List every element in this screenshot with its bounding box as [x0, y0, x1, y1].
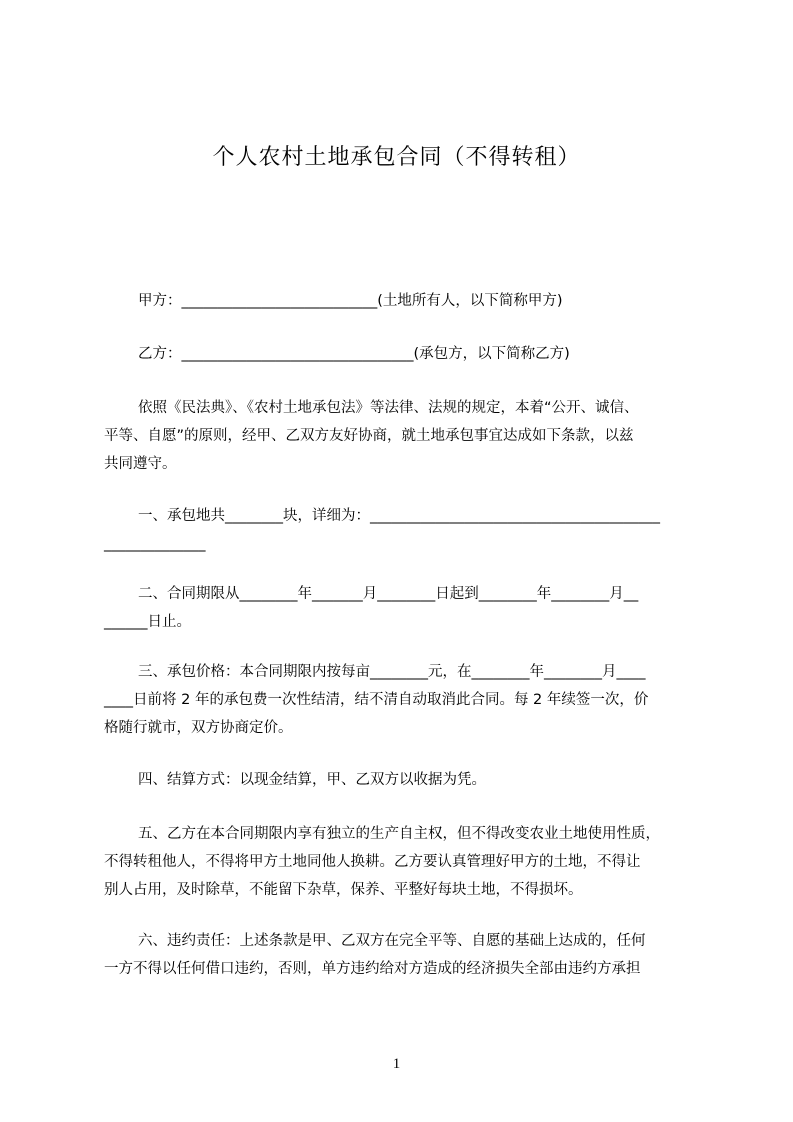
clause-2-line-1: 二、合同期限从________年_______月________日起到________年________月__ — [138, 586, 639, 602]
preamble-line-1: 依照《民法典》、《农村土地承包法》等法律、法规的规定，本着“公开、诚信、 — [138, 400, 639, 416]
clause-1-line-2: ______________ — [104, 536, 206, 552]
party-b-line: 乙方：________________________________(承包方，以下简称乙方) — [138, 346, 570, 362]
clause-6-line-2: 一方不得以任何借口违约，否则，单方违约给对方造成的经济损失全部由违约方承担 — [104, 961, 641, 977]
page-number: 1 — [392, 1056, 401, 1072]
clause-6-line-1: 六、违约责任：上述条款是甲、乙双方在完全平等、自愿的基础上达成的，任何 — [138, 933, 646, 949]
clause-2-line-2: ______日止。 — [104, 614, 191, 630]
clause-5-line-3: 别人占用，及时除草，不能留下杂草，保养、平整好每块土地，不得损坏。 — [104, 882, 583, 898]
clause-5-line-1: 五、乙方在本合同期限内享有独立的生产自主权，但不得改变农业土地使用性质， — [138, 826, 660, 842]
preamble-line-3: 共同遵守。 — [104, 456, 177, 472]
clause-3-line-1: 三、承包价格：本合同期限内按每亩________元，在________年________月____ — [138, 664, 646, 680]
clause-1-line-1: 一、承包地共________块，详细为：________________________________________ — [138, 508, 660, 524]
preamble-line-2: 平等、自愿”的原则，经甲、乙双方友好协商，就土地承包事宜达成如下条款，以兹 — [104, 428, 634, 444]
clause-5-line-2: 不得转租他人，不得将甲方土地同他人换耕。乙方要认真管理好甲方的土地，不得让 — [104, 854, 641, 870]
party-a-line: 甲方：___________________________(土地所有人，以下简称甲方) — [138, 293, 563, 309]
clause-3-line-3: 格随行就市，双方协商定价。 — [104, 720, 293, 736]
clause-3-line-2: ____日前将 2 年的承包费一次性结清，结不清自动取消此合同。每 2 年续签一次，价 — [104, 692, 649, 708]
document-title: 个人农村土地承包合同（不得转租） — [212, 145, 581, 170]
clause-4-line-1: 四、结算方式：以现金结算，甲、乙双方以收据为凭。 — [138, 772, 486, 788]
